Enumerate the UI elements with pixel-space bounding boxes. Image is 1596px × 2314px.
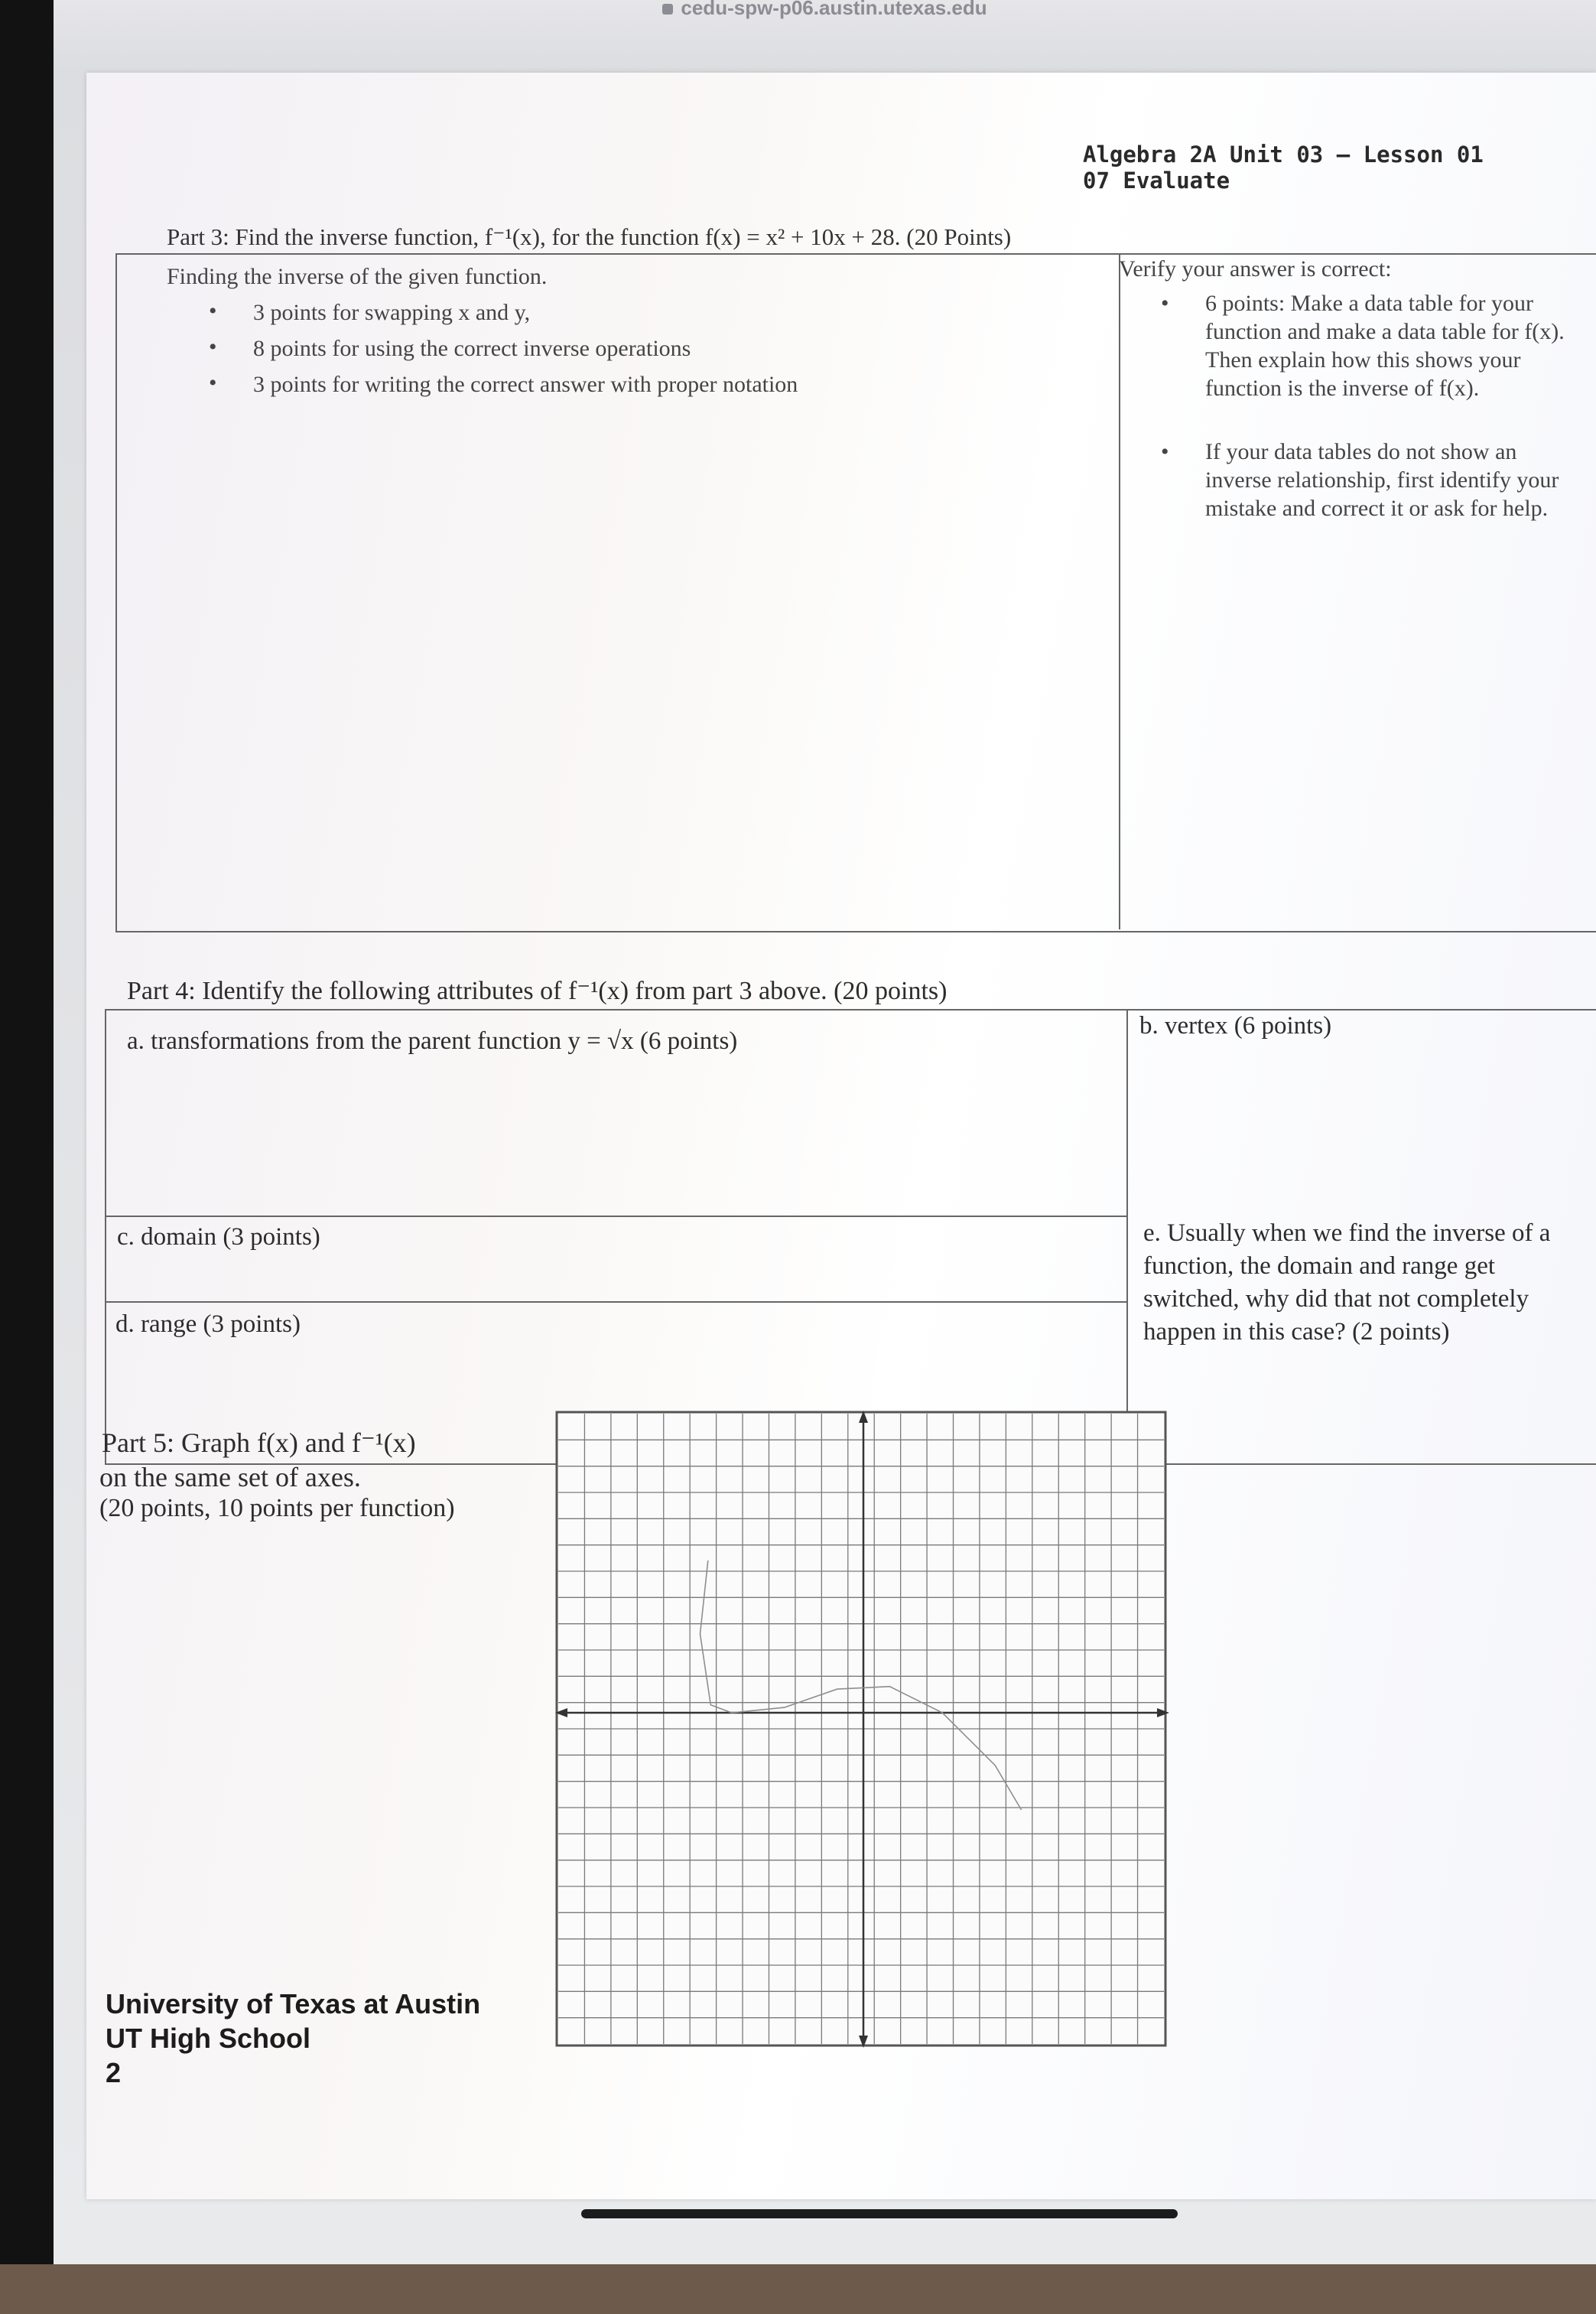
part5-line3: (20 points, 10 points per function) xyxy=(99,1494,455,1522)
lock-icon xyxy=(662,4,673,15)
part3-right-bullet: • 6 points: Make a data table for your function and make a data table for f(x). Then explain how this shows your function is the inverse of f(x). xyxy=(1205,289,1565,402)
part4-a: a. transformations from the parent function y = √x (6 points) xyxy=(127,1027,738,1055)
page-number: 2 xyxy=(106,2057,122,2088)
part3-left-bullet: • 8 points for using the correct inverse operations xyxy=(253,336,691,362)
part3-left-bullet: • 3 points for writing the correct answer with proper notation xyxy=(253,372,798,398)
part3-title: Part 3: Find the inverse function, f⁻¹(x), for the function f(x) = x² + 10x + 28. (20 Points) xyxy=(167,223,1012,250)
url-text: cedu-spw-p06.austin.utexas.edu xyxy=(681,0,987,19)
section-title: 07 Evaluate xyxy=(1083,168,1230,194)
course-title: Algebra 2A Unit 03 – Lesson 01 xyxy=(1083,142,1484,168)
part5-line2: on the same set of axes. xyxy=(99,1462,361,1492)
part3-divider xyxy=(1119,253,1120,929)
part3-right-bullet: • If your data tables do not show an inverse relationship, first identify your mistake and correct it or ask for help. xyxy=(1205,438,1572,522)
part4-title: Part 4: Identify the following attributes of f⁻¹(x) from part 3 above. (20 points) xyxy=(127,977,948,1005)
part4-b: b. vertex (6 points) xyxy=(1139,1012,1332,1040)
part3-left-bullet: • 3 points for swapping x and y, xyxy=(253,300,530,326)
footer-program: UT High School xyxy=(106,2023,310,2054)
worksheet-page xyxy=(86,73,1596,2199)
browser-url-bar[interactable] xyxy=(54,0,1596,29)
part4-d: d. range (3 points) xyxy=(115,1310,301,1338)
part4-row-divider xyxy=(105,1301,1126,1303)
part4-divider xyxy=(1126,1009,1128,1462)
desk-surface xyxy=(0,2264,1596,2314)
part4-e: e. Usually when we find the inverse of a function, the domain and range get switched, why did that not completely happen in this case? (2 points) xyxy=(1143,1219,1551,1346)
lesson-header xyxy=(1083,142,1484,194)
home-indicator xyxy=(581,2209,1178,2218)
tablet-screen xyxy=(54,0,1596,2264)
footer-school: University of Texas at Austin xyxy=(106,1988,481,2019)
part3-left-heading: Finding the inverse of the given function. xyxy=(167,264,548,289)
part4-row-divider xyxy=(105,1216,1126,1217)
footer xyxy=(106,1987,480,2090)
part3-right-heading: Verify your answer is correct: xyxy=(1119,256,1392,282)
graph-grid[interactable] xyxy=(554,1409,1171,2049)
part4-c: c. domain (3 points) xyxy=(117,1223,320,1251)
part5-line1: Part 5: Graph f(x) and f⁻¹(x) xyxy=(102,1427,416,1458)
